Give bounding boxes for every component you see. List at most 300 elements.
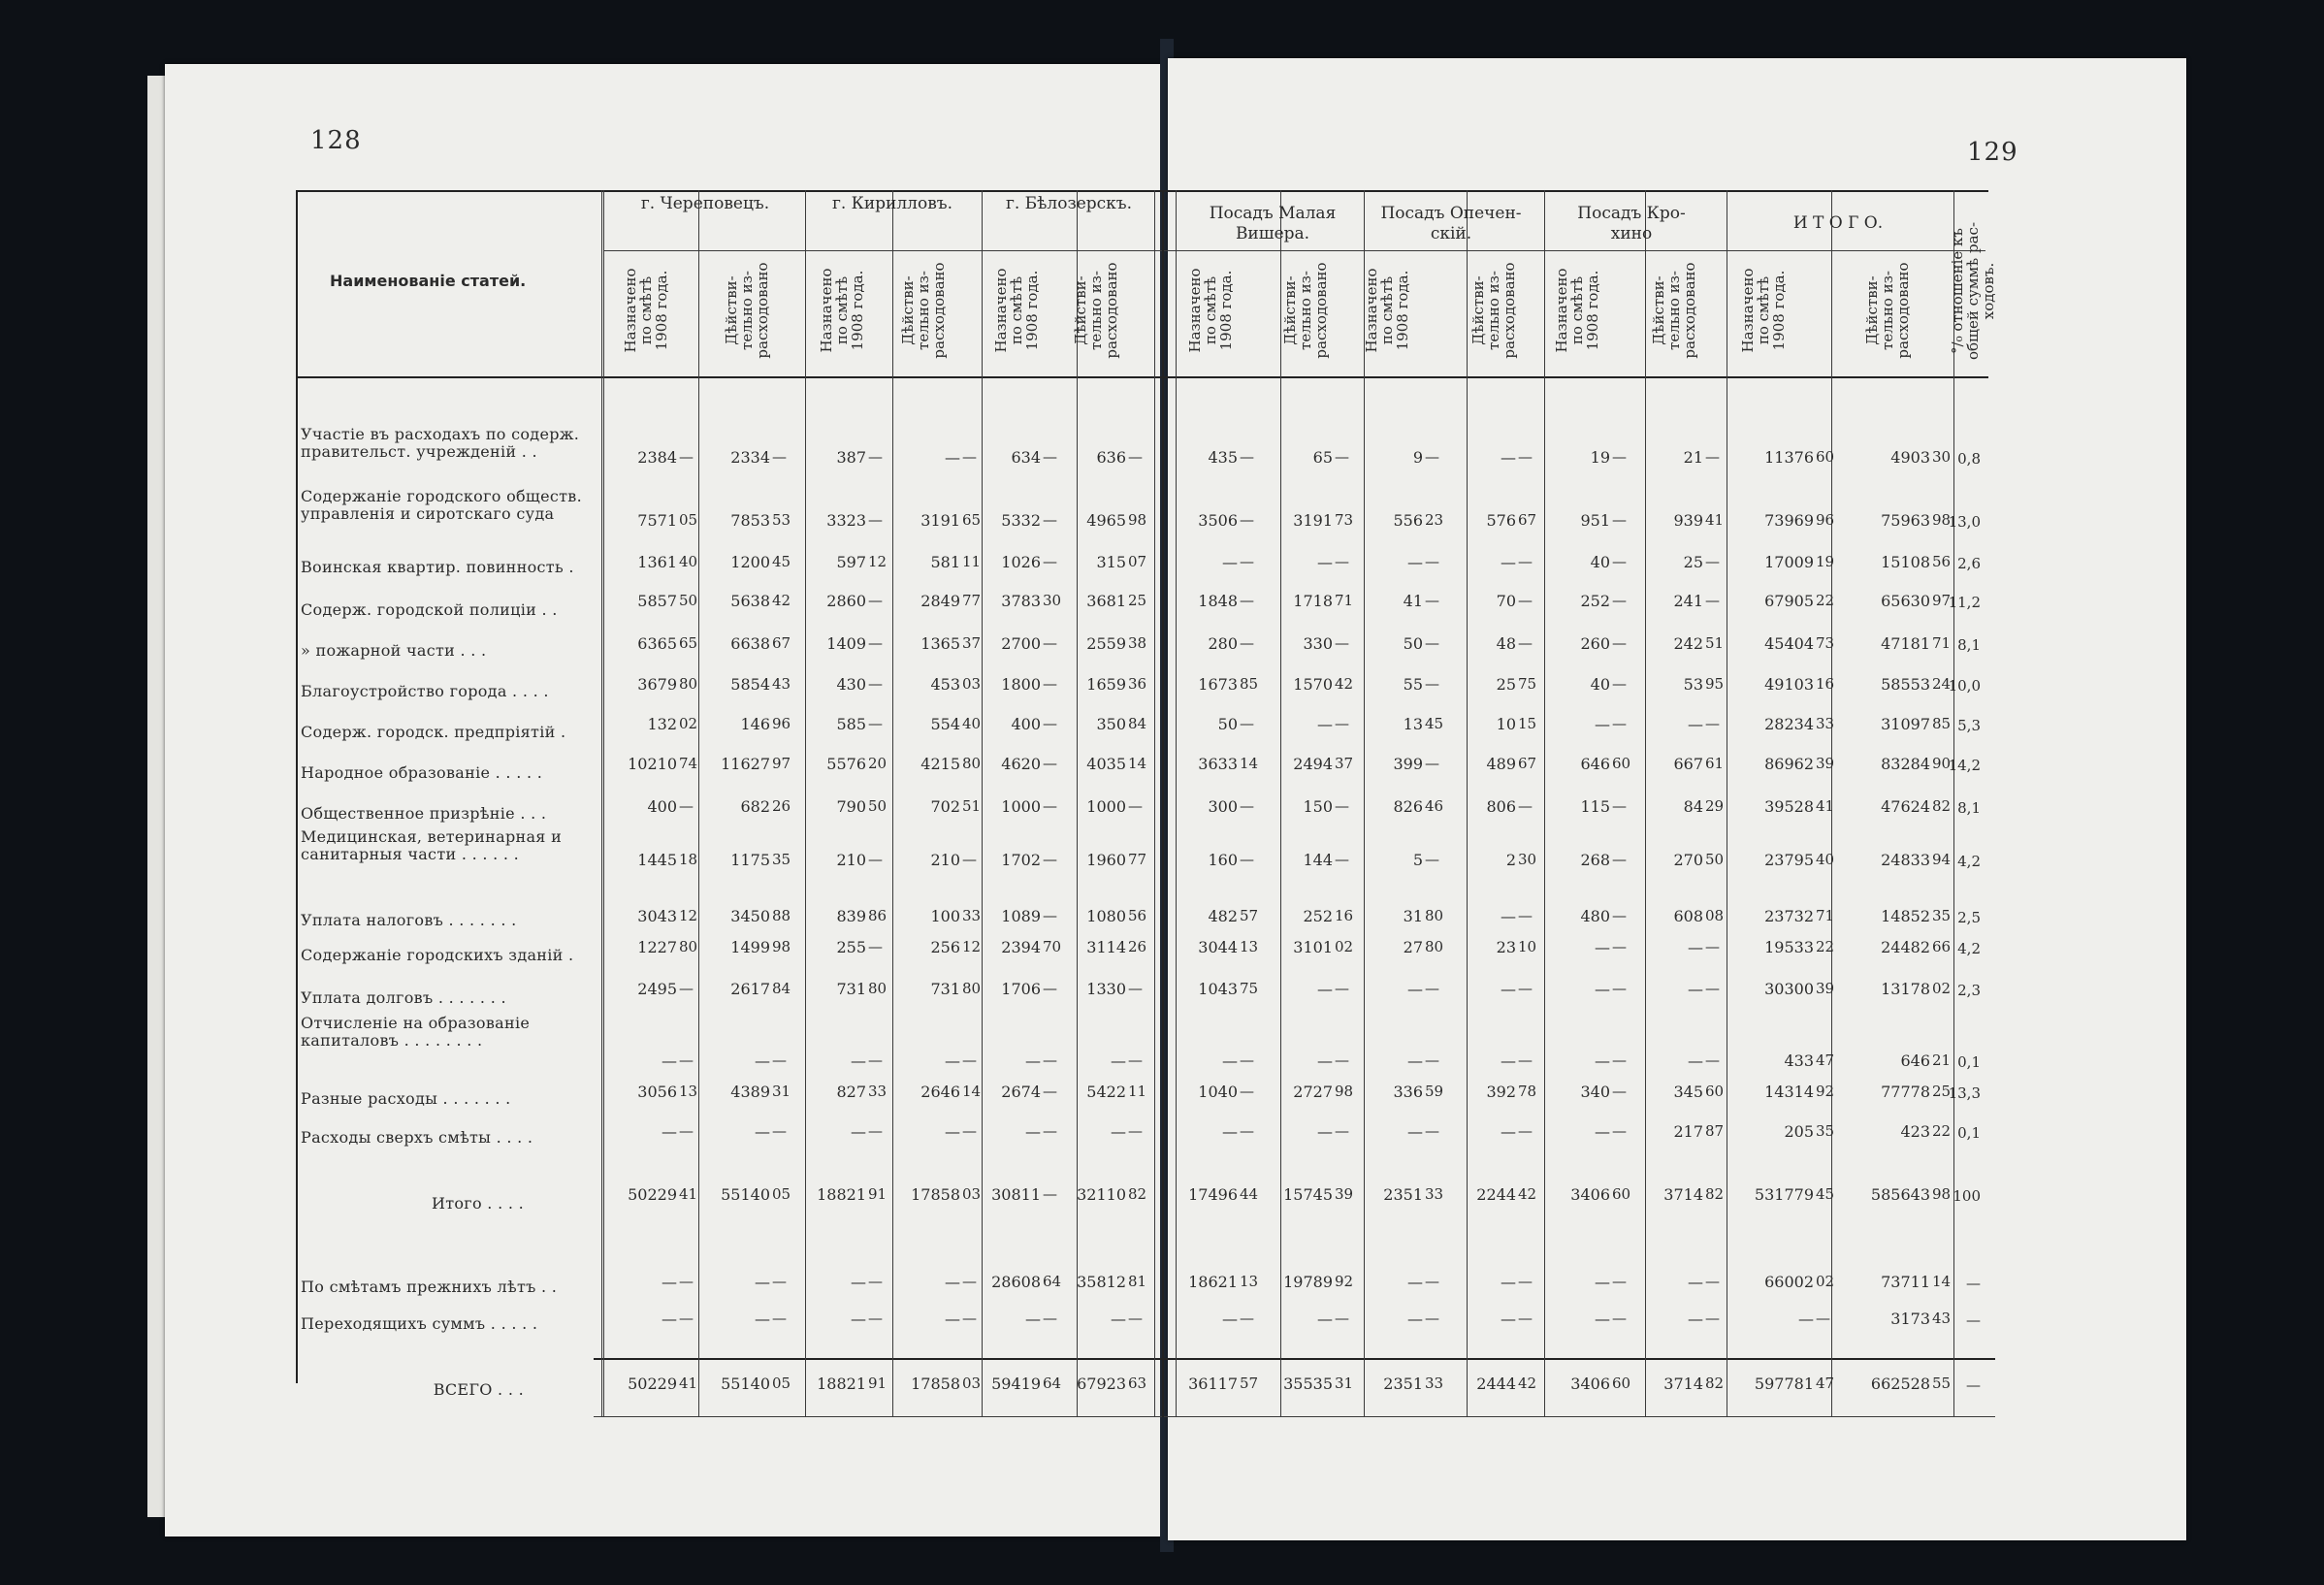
- cell-value: 430: [836, 675, 866, 694]
- cell-value: —: [755, 1310, 770, 1328]
- cell-kopecks: 92: [1816, 1083, 1835, 1100]
- row-label: По смѣтамъ прежнихъ лѣтъ . .: [301, 1278, 558, 1296]
- cell-percent: 11,2: [1948, 594, 1981, 611]
- cell-kopecks: 71: [1816, 907, 1835, 924]
- cell-value: 5857: [637, 592, 677, 610]
- cell-value: 48: [1496, 634, 1516, 653]
- cell-value: 2646: [920, 1083, 960, 1101]
- cell-kopecks: —: [1425, 675, 1439, 693]
- cell-value: 6638: [730, 634, 770, 653]
- cell-value: 330: [1303, 634, 1333, 653]
- cell-kopecks: 56: [1128, 907, 1147, 924]
- cell-value: 14852: [1881, 907, 1930, 925]
- cell-value: 24482: [1881, 938, 1930, 956]
- cell-percent: 10,0: [1948, 677, 1981, 695]
- cell-kopecks: 02: [1816, 1273, 1835, 1290]
- cell-value: 667: [1673, 755, 1703, 773]
- cell-kopecks: 22: [1816, 592, 1835, 609]
- subheader-text: Назначено по смѣтѣ 1908 года.: [1186, 268, 1235, 353]
- cell-value: 480: [1580, 907, 1610, 925]
- cell-value: 3101: [1293, 938, 1333, 956]
- cell-kopecks: —: [1612, 1273, 1627, 1290]
- subheader-text: Дѣйстви- тельно из- расходовано: [723, 262, 771, 359]
- group-header: Посадъ Кро- хино: [1577, 204, 1686, 243]
- cell-kopecks: —: [1128, 1310, 1143, 1327]
- cell-kopecks: 94: [1932, 851, 1952, 868]
- cell-value: —: [1111, 1310, 1126, 1328]
- cell-kopecks: —: [1518, 797, 1533, 815]
- cell-kopecks: 19: [1816, 553, 1835, 570]
- cell-value: 350: [1096, 715, 1126, 733]
- cell-kopecks: 26: [1128, 938, 1147, 955]
- cell-value: —: [851, 1122, 866, 1141]
- cell-kopecks: —: [1612, 907, 1627, 924]
- cell-value: 73969: [1764, 511, 1814, 530]
- cell-kopecks: 98: [1128, 511, 1147, 529]
- cell-kopecks: —: [679, 1122, 694, 1140]
- cell-value: 1960: [1086, 851, 1126, 869]
- cell-kopecks: 82: [1705, 1375, 1725, 1392]
- cell-value: 1089: [1001, 907, 1041, 925]
- cell-value: 4389: [730, 1083, 770, 1101]
- cell-value: 702: [930, 797, 960, 816]
- cell-value: —: [1222, 1310, 1238, 1328]
- cell-kopecks: 37: [962, 634, 982, 652]
- cell-value: 150: [1303, 797, 1333, 816]
- row-label: Содержаніе городскихъ зданій .: [301, 946, 574, 964]
- cell-value: 1702: [1001, 851, 1041, 869]
- cell-value: 336: [1393, 1083, 1423, 1101]
- cell-kopecks: 05: [772, 1375, 791, 1392]
- cell-kopecks: —: [1425, 851, 1439, 868]
- cell-value: 3191: [920, 511, 960, 530]
- cell-percent: 14,2: [1948, 757, 1981, 774]
- cell-kopecks: 75: [1518, 675, 1537, 693]
- cell-value: 1445: [637, 851, 677, 869]
- cell-value: 49103: [1764, 675, 1814, 694]
- cell-value: 30300: [1764, 980, 1814, 998]
- cell-kopecks: 60: [1612, 755, 1631, 772]
- cell-value: 585: [836, 715, 866, 733]
- cell-kopecks: —: [1335, 1310, 1349, 1327]
- table-header-rule: [296, 376, 1988, 378]
- cell-kopecks: —: [1043, 715, 1057, 732]
- cell-value: 5638: [730, 592, 770, 610]
- cell-kopecks: —: [1705, 980, 1720, 997]
- cell-kopecks: 14: [1240, 755, 1259, 772]
- cell-kopecks: 64: [1043, 1273, 1062, 1290]
- cell-value: 18621: [1188, 1273, 1238, 1291]
- cell-value: 30811: [991, 1185, 1041, 1204]
- cell-value: 17496: [1188, 1185, 1238, 1204]
- cell-kopecks: —: [1335, 980, 1349, 997]
- cell-value: 1659: [1086, 675, 1126, 694]
- cell-value: 70: [1496, 592, 1516, 610]
- cell-value: 5332: [1001, 511, 1041, 530]
- cell-value: 6365: [637, 634, 677, 653]
- cell-kopecks: —: [1043, 851, 1057, 868]
- cell-kopecks: —: [1043, 1185, 1057, 1203]
- subheader-text: Назначено по смѣтѣ 1908 года.: [1363, 268, 1411, 353]
- cell-kopecks: —: [1240, 511, 1254, 529]
- cell-value: 3056: [637, 1083, 677, 1101]
- cell-value: —: [851, 1310, 866, 1328]
- cell-value: 19: [1590, 448, 1610, 467]
- cell-value: 682: [740, 797, 770, 816]
- cell-kopecks: 41: [679, 1375, 698, 1392]
- cell-kopecks: 41: [679, 1185, 698, 1203]
- cell-kopecks: —: [1043, 980, 1057, 997]
- row-label: Общественное призрѣніе . . .: [301, 804, 547, 823]
- cell-value: —: [1222, 1051, 1238, 1070]
- cell-kopecks: 46: [1425, 797, 1444, 815]
- cell-value: —: [945, 1310, 960, 1328]
- cell-kopecks: —: [1518, 1273, 1533, 1290]
- cell-kopecks: 86: [868, 907, 888, 924]
- cell-kopecks: —: [1240, 448, 1254, 466]
- row-label: Воинская квартир. повинность .: [301, 558, 574, 576]
- cell-value: 731: [930, 980, 960, 998]
- cell-kopecks: —: [679, 797, 694, 815]
- cell-value: —: [662, 1273, 677, 1291]
- cell-kopecks: 80: [679, 675, 698, 693]
- cell-percent: 2,6: [1957, 555, 1981, 572]
- cell-value: —: [1407, 553, 1423, 571]
- cell-kopecks: 45: [1816, 1185, 1835, 1203]
- subheader-text: Дѣйстви- тельно из- расходовано: [1281, 262, 1330, 359]
- cell-value: 256: [930, 938, 960, 956]
- cell-kopecks: 33: [1816, 715, 1835, 732]
- cell-kopecks: 91: [868, 1375, 888, 1392]
- cell-value: —: [1688, 938, 1703, 956]
- cell-value: 2334: [730, 448, 770, 467]
- cell-value: 241: [1673, 592, 1703, 610]
- cell-value: 939: [1673, 511, 1703, 530]
- cell-value: —: [1407, 980, 1423, 998]
- subheader-text: Дѣйстви- тельно из- расходовано: [1650, 262, 1698, 359]
- cell-value: 40: [1590, 675, 1610, 694]
- row-label: Содержаніе городского обществ. управленія и сиротскаго суда: [301, 487, 582, 523]
- cell-kopecks: —: [962, 1273, 977, 1290]
- cell-kopecks: —: [868, 1122, 883, 1140]
- cell-value: —: [851, 1051, 866, 1070]
- cell-value: 5576: [826, 755, 866, 773]
- cell-kopecks: 45: [772, 553, 791, 570]
- cell-kopecks: —: [1335, 851, 1349, 868]
- cell-value: 15745: [1283, 1185, 1333, 1204]
- table-left-rule: [296, 190, 298, 1383]
- cell-value: —: [851, 1273, 866, 1291]
- cell-value: —: [1317, 715, 1333, 733]
- cell-value: —: [1407, 1122, 1423, 1141]
- cell-kopecks: 43: [772, 675, 791, 693]
- cell-value: 252: [1303, 907, 1333, 925]
- cell-kopecks: —: [1043, 1122, 1057, 1140]
- cell-value: 2351: [1383, 1185, 1423, 1204]
- cell-value: 3191: [1293, 511, 1333, 530]
- cell-kopecks: —: [772, 1273, 787, 1290]
- cell-kopecks: —: [1240, 1051, 1254, 1069]
- cell-kopecks: 40: [1816, 851, 1835, 868]
- cell-value: 2: [1505, 851, 1516, 869]
- cell-value: —: [1688, 1310, 1703, 1328]
- cell-value: 11627: [721, 755, 770, 773]
- cell-kopecks: —: [1518, 592, 1533, 609]
- cell-percent: —: [1966, 1311, 1981, 1329]
- cell-value: 210: [930, 851, 960, 869]
- group-header: г. Бѣлозерскъ.: [1005, 194, 1133, 213]
- cell-value: 28608: [991, 1273, 1041, 1291]
- cell-kopecks: 13: [1240, 938, 1259, 955]
- cell-value: 556: [1393, 511, 1423, 530]
- cell-kopecks: 39: [1335, 1185, 1354, 1203]
- subheader-text: Дѣйстви- тельно из- расходовано: [1072, 262, 1120, 359]
- cell-value: 35535: [1283, 1375, 1333, 1393]
- cell-value: 280: [1208, 634, 1238, 653]
- cell-value: 19789: [1283, 1273, 1333, 1291]
- cell-kopecks: —: [1240, 1083, 1254, 1100]
- cell-value: —: [662, 1122, 677, 1141]
- cell-value: —: [945, 448, 960, 467]
- cell-value: 482: [1208, 907, 1238, 925]
- cell-value: 597: [836, 553, 866, 571]
- cell-kopecks: 64: [1043, 1375, 1062, 1392]
- cell-kopecks: 73: [1816, 634, 1835, 652]
- cell-kopecks: 70: [1043, 938, 1062, 955]
- bottom-rule: [594, 1416, 1995, 1417]
- cell-kopecks: 35: [1932, 907, 1952, 924]
- cell-kopecks: 11: [962, 553, 982, 570]
- cell-kopecks: 50: [679, 592, 698, 609]
- cell-kopecks: —: [1705, 1310, 1720, 1327]
- cell-kopecks: —: [1705, 938, 1720, 955]
- cell-kopecks: 80: [868, 980, 888, 997]
- cell-value: 160: [1208, 851, 1238, 869]
- cell-kopecks: 85: [1240, 675, 1259, 693]
- cell-kopecks: —: [1612, 1122, 1627, 1140]
- cell-kopecks: 80: [1425, 938, 1444, 955]
- cell-kopecks: 95: [1705, 675, 1725, 693]
- cell-kopecks: 08: [1705, 907, 1725, 924]
- cell-kopecks: 53: [772, 511, 791, 529]
- cell-kopecks: 42: [1518, 1375, 1537, 1392]
- cell-value: 4620: [1001, 755, 1041, 773]
- cell-value: —: [1595, 715, 1610, 733]
- cell-value: 25: [1683, 553, 1703, 571]
- cell-value: 2351: [1383, 1375, 1423, 1393]
- cell-kopecks: —: [1425, 592, 1439, 609]
- cell-value: 100: [930, 907, 960, 925]
- cell-kopecks: 33: [962, 907, 982, 924]
- cell-value: 58553: [1881, 675, 1930, 694]
- cell-value: 36117: [1188, 1375, 1238, 1393]
- cell-kopecks: —: [1612, 1310, 1627, 1327]
- cell-kopecks: —: [1518, 907, 1533, 924]
- cell-kopecks: —: [868, 1310, 883, 1327]
- cell-value: 608: [1673, 907, 1703, 925]
- subheader-text: Назначено по смѣтѣ 1908 года.: [1553, 268, 1601, 353]
- cell-kopecks: —: [1612, 553, 1627, 570]
- cell-value: 50: [1403, 634, 1423, 653]
- cell-kopecks: 44: [1240, 1185, 1259, 1203]
- cell-value: —: [1501, 1122, 1516, 1141]
- cell-kopecks: —: [1240, 553, 1254, 570]
- cell-kopecks: 61: [1705, 755, 1725, 772]
- cell-value: 86962: [1764, 755, 1814, 773]
- cell-value: 636: [1096, 448, 1126, 467]
- cell-value: 1330: [1086, 980, 1126, 998]
- cell-value: —: [945, 1051, 960, 1070]
- cell-kopecks: —: [868, 675, 883, 693]
- cell-kopecks: —: [1425, 980, 1439, 997]
- cell-value: 826: [1393, 797, 1423, 816]
- subheader-text: Назначено по смѣтѣ 1908 года.: [622, 268, 670, 353]
- cell-kopecks: 12: [962, 938, 982, 955]
- cell-kopecks: —: [1705, 592, 1720, 609]
- cell-kopecks: 31: [1335, 1375, 1354, 1392]
- cell-kopecks: 84: [1128, 715, 1147, 732]
- cell-kopecks: 45: [1425, 715, 1444, 732]
- cell-kopecks: —: [1240, 715, 1254, 732]
- cell-value: —: [1317, 980, 1333, 998]
- cell-value: 50: [1217, 715, 1238, 733]
- cell-kopecks: 67: [772, 634, 791, 652]
- cell-kopecks: 36: [1128, 675, 1147, 693]
- cell-value: —: [755, 1051, 770, 1070]
- cell-kopecks: 24: [1932, 675, 1952, 693]
- cell-value: 45404: [1764, 634, 1814, 653]
- cell-value: 1706: [1001, 980, 1041, 998]
- cell-kopecks: —: [1240, 797, 1254, 815]
- cell-value: 3633: [1198, 755, 1238, 773]
- cell-kopecks: —: [1705, 448, 1720, 466]
- cell-value: 2494: [1293, 755, 1333, 773]
- cell-value: 47181: [1881, 634, 1930, 653]
- cell-value: 1080: [1086, 907, 1126, 925]
- cell-kopecks: 42: [1518, 1185, 1537, 1203]
- cell-value: 17858: [911, 1185, 960, 1204]
- cell-kopecks: 16: [1335, 907, 1354, 924]
- cell-kopecks: 40: [679, 553, 698, 570]
- cell-percent: 8,1: [1957, 799, 1981, 817]
- cell-kopecks: —: [1612, 675, 1627, 693]
- cell-value: 634: [1011, 448, 1041, 467]
- cell-value: 144: [1303, 851, 1333, 869]
- group-header: Посадъ Опечен- скій.: [1380, 204, 1522, 243]
- cell-kopecks: 66: [1932, 938, 1952, 955]
- cell-value: 31: [1403, 907, 1423, 925]
- cell-percent: 13,0: [1948, 513, 1981, 531]
- cell-kopecks: 63: [1128, 1375, 1147, 1392]
- cell-kopecks: —: [1518, 634, 1533, 652]
- cell-value: —: [1501, 1273, 1516, 1291]
- cell-value: 25: [1496, 675, 1516, 694]
- cell-kopecks: —: [868, 511, 883, 529]
- cell-kopecks: 35: [772, 851, 791, 868]
- cell-kopecks: —: [1612, 1051, 1627, 1069]
- cell-value: 2495: [637, 980, 677, 998]
- cell-value: —: [1501, 553, 1516, 571]
- cell-value: 1000: [1086, 797, 1126, 816]
- cell-value: —: [1222, 1122, 1238, 1141]
- cell-value: 3323: [826, 511, 866, 530]
- cell-value: 53: [1683, 675, 1703, 694]
- cell-value: 270: [1673, 851, 1703, 869]
- cell-kopecks: —: [962, 1122, 977, 1140]
- cell-kopecks: —: [962, 1051, 977, 1069]
- cell-kopecks: 05: [679, 511, 698, 529]
- cell-kopecks: —: [1612, 715, 1627, 732]
- cell-kopecks: —: [1705, 1051, 1720, 1069]
- cell-value: 7571: [637, 511, 677, 530]
- cell-kopecks: 71: [1932, 634, 1952, 652]
- cell-value: —: [945, 1122, 960, 1141]
- cell-value: 65: [1312, 448, 1333, 467]
- cell-kopecks: 33: [1425, 1185, 1444, 1203]
- cell-value: —: [1317, 553, 1333, 571]
- cell-value: —: [1501, 1051, 1516, 1070]
- cell-value: 2700: [1001, 634, 1041, 653]
- cell-value: 7853: [730, 511, 770, 530]
- cell-value: 2617: [730, 980, 770, 998]
- cell-value: —: [1798, 1310, 1814, 1328]
- cell-value: —: [1595, 980, 1610, 998]
- cell-kopecks: —: [1425, 755, 1439, 772]
- cell-value: —: [1407, 1273, 1423, 1291]
- cell-value: 2559: [1086, 634, 1126, 653]
- cell-value: —: [1317, 1310, 1333, 1328]
- cell-value: 1570: [1293, 675, 1333, 694]
- cell-value: 2244: [1476, 1185, 1516, 1204]
- cell-value: 392: [1486, 1083, 1516, 1101]
- cell-value: 23: [1496, 938, 1516, 956]
- cell-kopecks: —: [1335, 1051, 1349, 1069]
- cell-percent: 0,8: [1957, 450, 1981, 468]
- cell-percent: 0,1: [1957, 1124, 1981, 1142]
- cell-kopecks: —: [868, 448, 883, 466]
- cell-value: 242: [1673, 634, 1703, 653]
- cell-value: —: [1501, 980, 1516, 998]
- cell-value: 662528: [1870, 1375, 1930, 1393]
- cell-value: —: [1688, 715, 1703, 733]
- cell-percent: 4,2: [1957, 940, 1981, 957]
- cell-kopecks: 10: [1518, 938, 1537, 955]
- cell-value: 24833: [1881, 851, 1930, 869]
- cell-value: 300: [1208, 797, 1238, 816]
- cell-value: —: [1407, 1051, 1423, 1070]
- cell-kopecks: 30: [1518, 851, 1537, 868]
- cell-kopecks: —: [962, 1310, 977, 1327]
- cell-kopecks: 31: [772, 1083, 791, 1100]
- cell-kopecks: 11: [1128, 1083, 1147, 1100]
- cell-kopecks: 05: [772, 1185, 791, 1203]
- cell-value: 67923: [1077, 1375, 1126, 1393]
- cell-kopecks: —: [1128, 448, 1143, 466]
- cell-value: —: [1501, 907, 1516, 925]
- cell-value: 50229: [628, 1185, 677, 1204]
- cell-value: —: [662, 1310, 677, 1328]
- cell-value: 576: [1486, 511, 1516, 530]
- cell-value: —: [755, 1273, 770, 1291]
- cell-kopecks: 77: [962, 592, 982, 609]
- cell-value: 435: [1208, 448, 1238, 467]
- cell-kopecks: —: [962, 851, 977, 868]
- cell-value: 1800: [1001, 675, 1041, 694]
- cell-kopecks: 25: [1128, 592, 1147, 609]
- cell-value: 3506: [1198, 511, 1238, 530]
- cell-value: 2860: [826, 592, 866, 610]
- cell-kopecks: —: [1043, 675, 1057, 693]
